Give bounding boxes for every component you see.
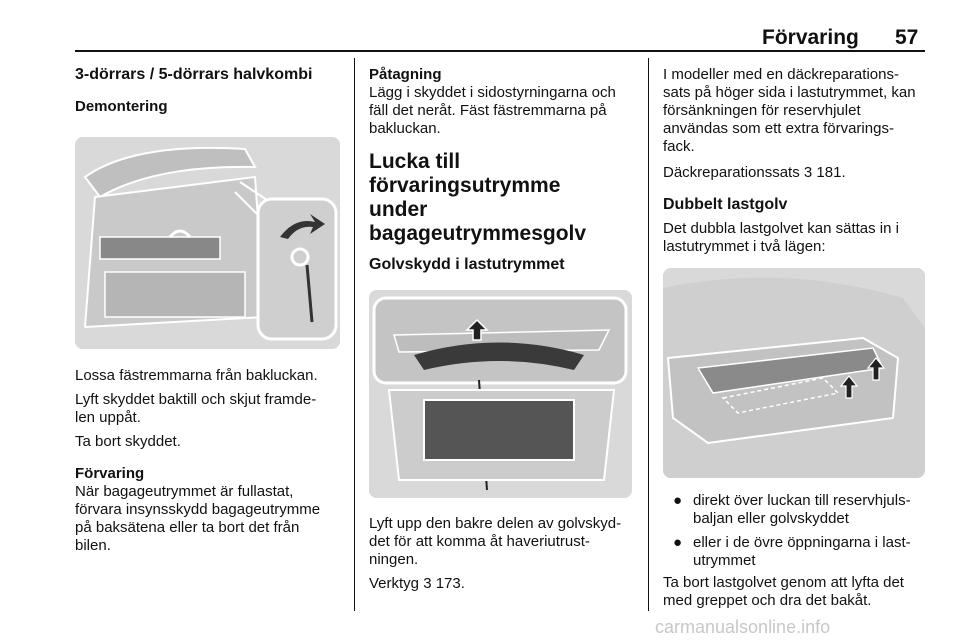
page-header-title: Förvaring: [762, 26, 859, 49]
tools-page-ref[interactable]: 173.: [435, 575, 465, 592]
section-title: 3-dörrars / 5-dörrars halvkombi: [75, 66, 313, 83]
main-heading-line: Lucka till förvaringsutrymme: [369, 150, 561, 197]
bullet-line: eller i de övre öppningarna i last-: [693, 534, 911, 551]
paragraph-lift-cover-1: Lyft skyddet baktill och skjut framde-: [75, 391, 317, 408]
paragraph-loosen-straps: Lossa fästremmarna från bakluckan.: [75, 367, 318, 384]
column-divider-2: [648, 58, 649, 611]
subsection-golvskydd: Golvskydd i lastutrymmet: [369, 256, 565, 273]
tools-label: Verktyg: [369, 575, 420, 592]
install-line: bakluckan.: [369, 120, 441, 137]
bullet-line: utrymmet: [693, 552, 756, 569]
kit-label: Däckreparationssats: [663, 164, 800, 181]
header-rule: [75, 50, 925, 52]
intro-line: försänkningen för reservhjulet: [663, 102, 861, 119]
bullet-line: baljan eller golvskyddet: [693, 510, 849, 527]
tools-reference: [369, 575, 635, 593]
main-heading: [369, 150, 635, 246]
double-line: lastutrymmet i två lägen:: [663, 238, 826, 255]
double-line: Det dubbla lastgolvet kan sättas in i: [663, 220, 899, 237]
storage-line: på baksätena eller ta bort det från: [75, 519, 300, 536]
kit-page-ref[interactable]: 181.: [816, 164, 846, 181]
figure-floor-cover: [369, 290, 632, 498]
storage-line: När bagageutrymmet är fullastat,: [75, 483, 294, 500]
lift-line: Lyft upp den bakre delen av golvskyd-: [369, 515, 622, 532]
luggage-cover-illustration: [75, 137, 340, 349]
position-list: [663, 492, 931, 570]
remove-line: med greppet och dra det bakåt.: [663, 592, 872, 609]
column-3: [663, 62, 931, 610]
column-1: [75, 62, 340, 555]
list-item: [663, 492, 931, 528]
lift-line: det för att komma åt haveriutrust-: [369, 533, 590, 550]
figure-double-floor: [663, 268, 925, 478]
paragraph-lift-cover-2: len uppåt.: [75, 409, 141, 426]
page-ref-arrow-icon: 3: [803, 164, 813, 181]
main-heading-line: under: [369, 198, 428, 221]
page-ref-arrow-icon: 3: [423, 575, 432, 592]
paragraph-remove-cover: Ta bort skyddet.: [75, 433, 181, 450]
bullet-icon: ●: [673, 534, 683, 551]
lift-line: ningen.: [369, 551, 419, 568]
subsection-patagning: Påtagning: [369, 66, 442, 83]
main-heading-line: bagageutrymmesgolv: [369, 222, 587, 245]
intro-line: fack.: [663, 138, 695, 155]
bullet-line: direkt över luckan till reservhjuls-: [693, 492, 911, 509]
remove-line: Ta bort lastgolvet genom att lyfta det: [663, 574, 904, 591]
intro-line: användas som ett extra förvarings-: [663, 120, 894, 137]
install-line: fäll det neråt. Fäst fästremmarna på: [369, 102, 607, 119]
double-floor-illustration: [663, 268, 925, 478]
column-2: [369, 62, 635, 593]
figure-luggage-cover: [75, 137, 340, 349]
column-divider-1: [354, 58, 355, 611]
bullet-icon: ●: [673, 492, 683, 509]
storage-line: bilen.: [75, 537, 111, 554]
page-number: 57: [895, 26, 919, 49]
intro-line: I modeller med en däckreparations-: [663, 66, 899, 83]
subsection-dubbelt-lastgolv: Dubbelt lastgolv: [663, 196, 788, 213]
subsection-forvaring: Förvaring: [75, 465, 145, 482]
subsection-demontering: Demontering: [75, 98, 168, 115]
install-line: Lägg i skyddet i sidostyrningarna och: [369, 84, 616, 101]
watermark: carmanualsonline.info: [655, 617, 831, 637]
kit-reference: [663, 164, 931, 182]
intro-line: sats på höger sida i lastutrymmet, kan: [663, 84, 916, 101]
storage-line: förvara insynsskydd bagageutrymme: [75, 501, 321, 518]
floor-cover-illustration: [369, 290, 632, 498]
list-item: [663, 534, 931, 570]
